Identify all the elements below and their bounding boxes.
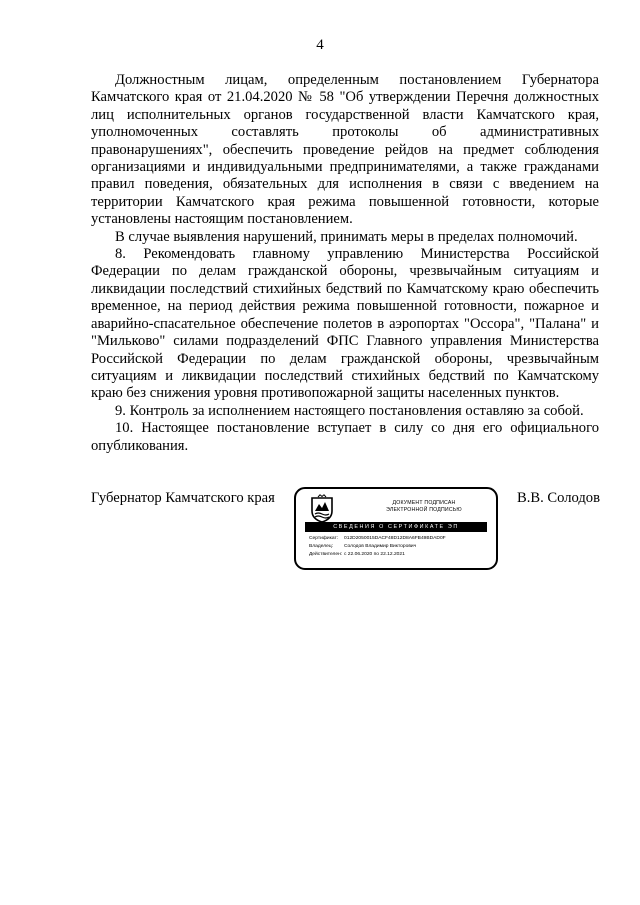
certificate-label: Сертификат: <box>309 536 339 541</box>
paragraph-item-8: 8. Рекомендовать главному управлению Министерства Российской Федерации по делам гражданской обороны, чрезвычайным ситуациям и ликвидации последствий стихийных бедствий по Камчатскому краю обеспечить временное, на период действия режима повышенной готовности, пожарное и аварийно-спасательное обеспечение полетов в аэропортах "Оссора", "Палана" и "Мильково" силами подразделений ФПС Главного управления Министерства Российской Федерации по делам гражданской обороны, чрезвычайным ситуациям и ликвидации последствий стихийных бедствий по Камчатскому краю без снижения уровня противопожарной защиты населенных пунктов. <box>91 246 599 402</box>
signature-block <box>0 487 640 577</box>
stamp-certificate-band: СВЕДЕНИЯ О СЕРТИФИКАТЕ ЭП <box>305 522 487 532</box>
stamp-title <box>354 500 494 514</box>
paragraph-item-9: 9. Контроль за исполнением настоящего постановления оставляю за собой. <box>115 402 584 419</box>
signer-name: В.В. Солодов <box>516 490 600 506</box>
page-number: 4 <box>316 37 324 53</box>
signer-title: Губернатор Камчатского края <box>91 490 275 506</box>
stamp-details <box>309 535 446 559</box>
owner-label: Владелец: <box>309 544 333 549</box>
stamp-title-line-1: ДОКУМЕНТ ПОДПИСАН <box>392 500 456 506</box>
paragraph-item-10: 10. Настоящее постановление вступает в силу со дня его официального опубликования. <box>91 420 599 454</box>
stamp-row-certificate <box>309 535 446 543</box>
owner-value: Солодов Владимир Викторович <box>344 544 417 549</box>
document-body <box>91 72 599 455</box>
stamp-row-validity <box>309 551 446 559</box>
valid-label: Действителен: <box>309 552 343 557</box>
kamchatka-coat-of-arms-icon <box>307 494 337 524</box>
paragraph-violations: В случае выявления нарушений, принимать меры в пределах полномочий. <box>115 228 578 245</box>
valid-value: с 22.06.2020 по 22.12.2021 <box>344 552 405 557</box>
certificate-value: 012D2050015DACF48D12D8A6FB49BDAD0F <box>344 536 446 541</box>
stamp-row-owner <box>309 543 446 551</box>
electronic-signature-stamp <box>294 487 498 570</box>
paragraph-officials-raids: Должностным лицам, определенным постановлением Губернатора Камчатского края от 21.04.2020 № 58 "Об утверждении Перечня должностных лиц исполнительных органов государственной власти Камчатского края, уполномоченных составлять протоколы об административных правонарушениях", обеспечить проведение рейдов на предмет соблюдения организациями и индивидуальными предпринимателями, а также гражданами правил поведения, обязательных для исполнения в связи с введением на территории Камчатского края режима повышенной готовности, которые установлены настоящим постановлением. <box>91 72 599 228</box>
stamp-title-line-2: ЭЛЕКТРОННОЙ ПОДПИСЬЮ <box>386 507 462 514</box>
